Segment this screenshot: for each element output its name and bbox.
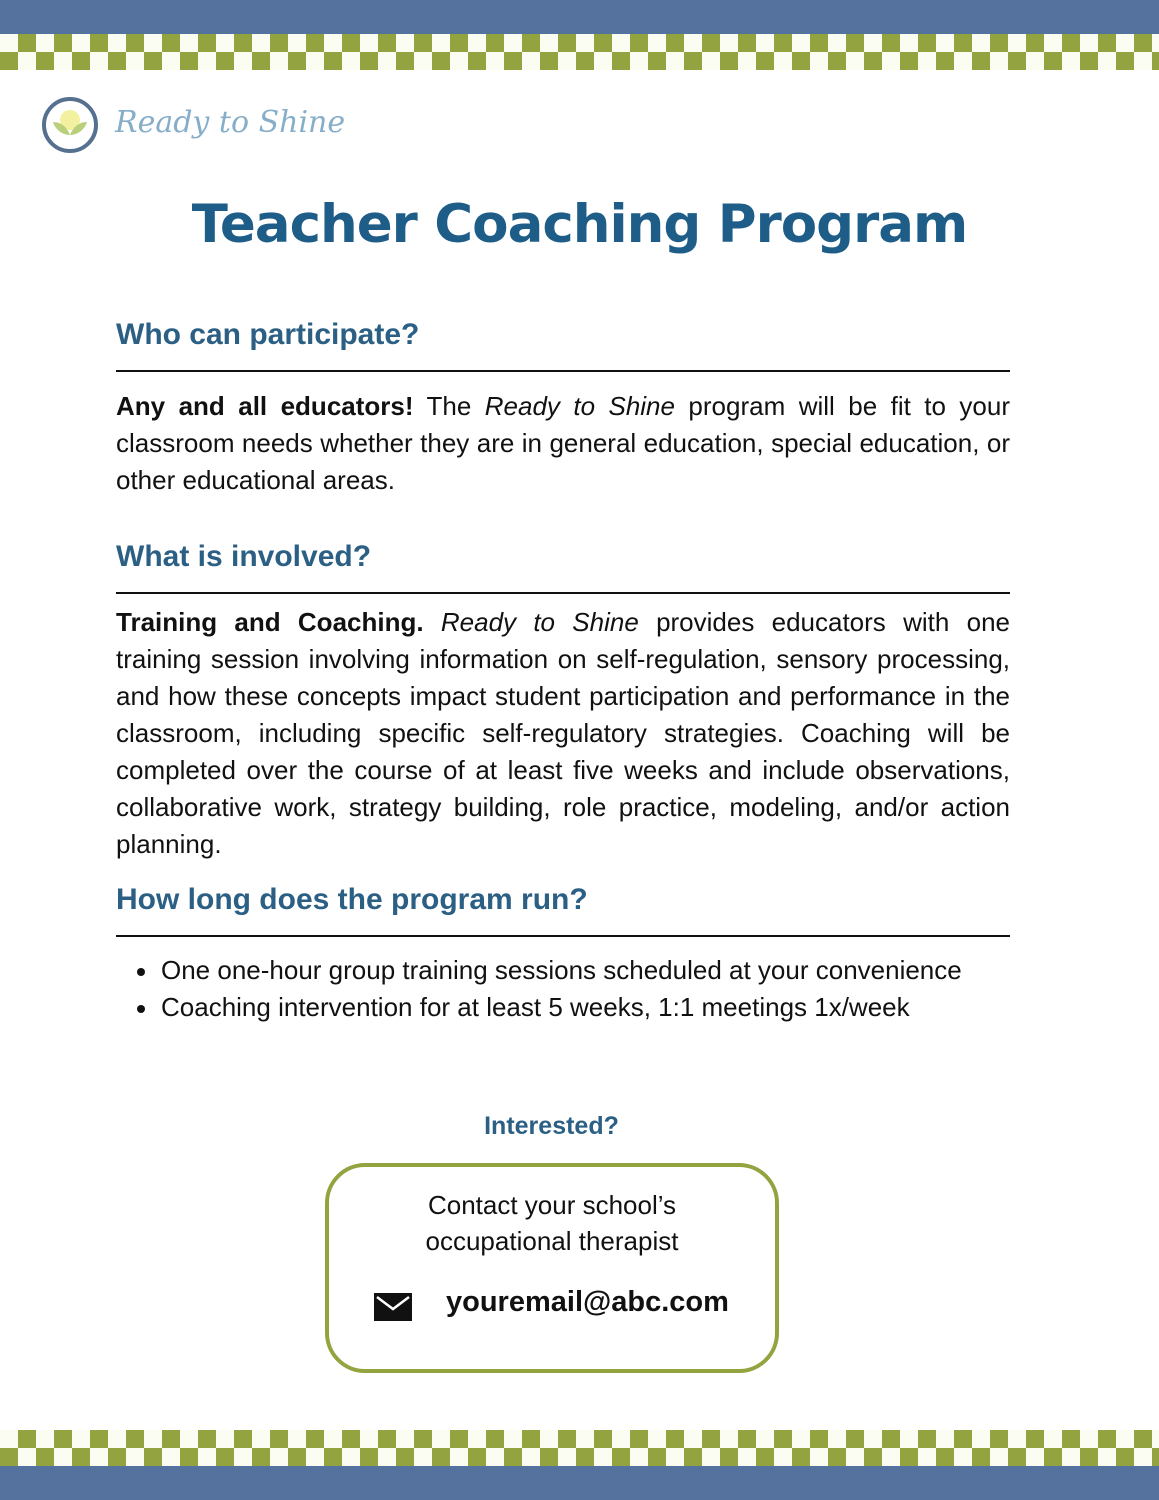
- who-divider: [116, 370, 1010, 372]
- mail-icon: [374, 1293, 412, 1321]
- contact-line-2: occupational therapist: [425, 1226, 679, 1256]
- schedule-list: [116, 952, 1010, 1026]
- brand-logo: [40, 95, 346, 155]
- top-band: [0, 0, 1159, 34]
- list-item: Coaching intervention for at least 5 weeks, 1:1 meetings 1x/week: [116, 989, 1010, 1026]
- what-program-name: Ready to Shine: [440, 607, 639, 637]
- how-long-divider: [116, 935, 1010, 937]
- bottom-checker-border: [0, 1430, 1159, 1466]
- what-text: provides educators with one training session involving information on self-regulation, sensory processing, and how these concepts impact student participation and performance in the classroom, including specific self-regulatory strategies. Coaching will be completed over the course of at least five weeks and include observations, collaborative work, strategy building, role practice, modeling, and/or action planning.: [116, 607, 1010, 859]
- contact-email-link[interactable]: youremail@abc.com: [446, 1286, 729, 1318]
- who-lead: Any and all educators!: [116, 391, 414, 421]
- who-program-name: Ready to Shine: [484, 391, 675, 421]
- what-paragraph: [116, 604, 1010, 863]
- who-paragraph: [116, 388, 1010, 499]
- what-divider: [116, 592, 1010, 594]
- top-checker-border: [0, 34, 1159, 70]
- who-text-a: The: [413, 391, 485, 421]
- what-lead: Training and Coaching.: [116, 607, 424, 637]
- who-text-b: program will be fit to your classroom needs whether they are in general education, special education, or other educational areas.: [116, 391, 1010, 495]
- brand-name: Ready to Shine: [115, 105, 346, 140]
- how-long-heading: How long does the program run?: [116, 883, 588, 916]
- interested-label: Interested?: [484, 1112, 619, 1140]
- contact-box: [325, 1163, 779, 1373]
- page-title: Teacher Coaching Program: [191, 194, 968, 255]
- contact-instructions: [329, 1187, 775, 1259]
- who-heading: Who can participate?: [116, 318, 420, 351]
- list-item: One one-hour group training sessions scheduled at your convenience: [116, 952, 1010, 989]
- what-heading: What is involved?: [116, 540, 372, 573]
- bottom-band: [0, 1466, 1159, 1500]
- contact-line-1: Contact your school’s: [427, 1190, 677, 1220]
- sun-leaf-logo-icon: [40, 95, 100, 155]
